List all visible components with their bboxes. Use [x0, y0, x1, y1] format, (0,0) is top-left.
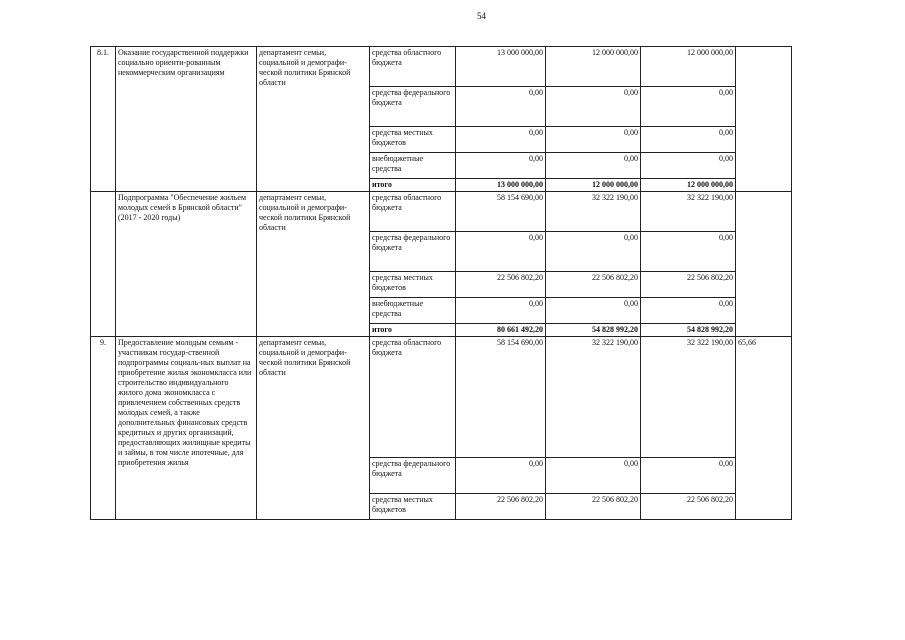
value-cell: 0,00 — [641, 458, 736, 494]
total-cell: 12 000 000,00 — [546, 179, 641, 192]
total-cell: 12 000 000,00 — [641, 179, 736, 192]
value-cell: 0,00 — [641, 232, 736, 272]
value-cell: 0,00 — [456, 153, 546, 179]
value-cell: 0,00 — [546, 127, 641, 153]
value-cell: 58 154 690,00 — [456, 192, 546, 232]
value-cell: 0,00 — [546, 153, 641, 179]
total-cell: 80 661 492,20 — [456, 324, 546, 337]
value-cell: 0,00 — [546, 458, 641, 494]
value-cell: 0,00 — [456, 127, 546, 153]
budget-table — [90, 46, 792, 520]
value-cell: 0,00 — [641, 298, 736, 324]
source-label: средства федерального бюджета — [370, 232, 456, 272]
value-cell: 0,00 — [546, 298, 641, 324]
target-cell — [736, 192, 792, 337]
value-cell: 22 506 802,20 — [546, 494, 641, 520]
value-cell: 58 154 690,00 — [456, 337, 546, 458]
total-cell: 54 828 992,20 — [641, 324, 736, 337]
source-label: средства областного бюджета — [370, 47, 456, 87]
value-cell: 0,00 — [456, 232, 546, 272]
value-cell: 0,00 — [546, 87, 641, 127]
row-number: 9. — [91, 337, 116, 520]
total-cell: 13 000 000,00 — [456, 179, 546, 192]
value-cell: 12 000 000,00 — [641, 47, 736, 87]
target-cell — [736, 47, 792, 192]
value-cell: 22 506 802,20 — [641, 272, 736, 298]
value-cell: 32 322 190,00 — [546, 337, 641, 458]
source-label: средства местных бюджетов — [370, 272, 456, 298]
executor: департамент семьи, социальной и демографи-ческой политики Брянской области — [257, 47, 370, 192]
table-row — [91, 337, 792, 458]
source-label: средства областного бюджета — [370, 192, 456, 232]
value-cell: 0,00 — [641, 153, 736, 179]
source-label: средства федерального бюджета — [370, 87, 456, 127]
value-cell: 0,00 — [641, 87, 736, 127]
source-label: итого — [370, 324, 456, 337]
activity-name: Оказание государственной поддержки социально ориенти-рованным некоммерческим организациям — [116, 47, 257, 192]
value-cell: 32 322 190,00 — [546, 192, 641, 232]
value-cell: 0,00 — [456, 298, 546, 324]
source-label: итого — [370, 179, 456, 192]
source-label: внебюджетные средства — [370, 298, 456, 324]
value-cell: 0,00 — [456, 87, 546, 127]
source-label: внебюджетные средства — [370, 153, 456, 179]
executor: департамент семьи, социальной и демографи-ческой политики Брянской области — [257, 337, 370, 520]
value-cell: 22 506 802,20 — [546, 272, 641, 298]
value-cell: 32 322 190,00 — [641, 192, 736, 232]
target-cell: 65,66 — [736, 337, 792, 520]
row-number — [91, 192, 116, 337]
total-cell: 54 828 992,20 — [546, 324, 641, 337]
table-row — [91, 47, 792, 87]
value-cell: 22 506 802,20 — [456, 272, 546, 298]
value-cell: 0,00 — [456, 458, 546, 494]
source-label: средства местных бюджетов — [370, 494, 456, 520]
value-cell: 0,00 — [641, 127, 736, 153]
executor: департамент семьи, социальной и демографи-ческой политики Брянской области — [257, 192, 370, 337]
value-cell: 32 322 190,00 — [641, 337, 736, 458]
activity-name: Предоставление молодым семьям - участникам государ-ственной подпрограммы социаль-ных выплат на приобретение жилья экономкласса или строительство индивидуального жилого дома экономкласса с привлечением собственных средств молодых семей, а также дополнительных финансовых средств кредитных и других организаций, предоставляющих жилищные кредиты и займы, в том числе ипотечные, для приобретения жилья — [116, 337, 257, 520]
subprogram-name: Подпрограмма "Обеспечение жильем молодых семей в Брянской области" (2017 - 2020 годы) — [116, 192, 257, 337]
value-cell: 22 506 802,20 — [456, 494, 546, 520]
source-label: средства местных бюджетов — [370, 127, 456, 153]
source-label: средства областного бюджета — [370, 337, 456, 458]
value-cell: 22 506 802,20 — [641, 494, 736, 520]
row-number: 8.1. — [91, 47, 116, 192]
page-number: 54 — [477, 11, 486, 21]
table-row — [91, 192, 792, 232]
source-label: средства федерального бюджета — [370, 458, 456, 494]
value-cell: 0,00 — [546, 232, 641, 272]
value-cell: 12 000 000,00 — [546, 47, 641, 87]
value-cell: 13 000 000,00 — [456, 47, 546, 87]
